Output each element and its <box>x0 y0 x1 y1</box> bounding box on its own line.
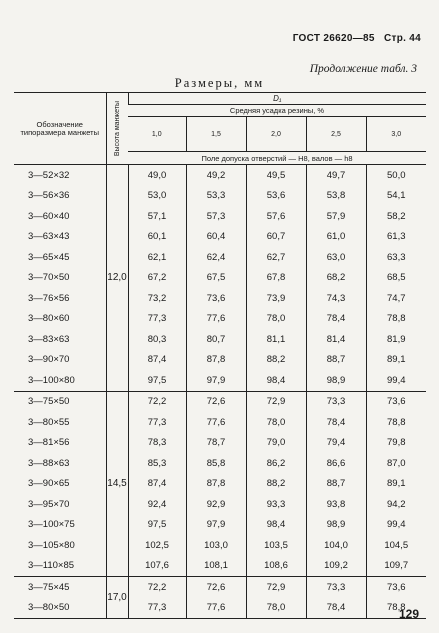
table-row <box>14 268 426 289</box>
value-cell: 78,4 <box>306 309 366 330</box>
value-cell: 92,4 <box>128 494 186 515</box>
designation-cell: 3—100×75 <box>28 519 75 531</box>
designation-cell: 3—56×36 <box>28 190 70 202</box>
value-cell: 72,9 <box>246 577 306 598</box>
value-cell: 97,9 <box>186 370 246 391</box>
value-cell: 77,6 <box>186 598 246 619</box>
value-cell: 62,4 <box>186 247 246 268</box>
percent-header: 2,0 <box>246 117 306 152</box>
value-cell: 78,0 <box>246 412 306 433</box>
value-cell: 68,2 <box>306 268 366 289</box>
value-cell: 73,6 <box>186 288 246 309</box>
value-cell: 72,6 <box>186 391 246 412</box>
designation-cell: 3—88×63 <box>28 457 70 469</box>
percent-header: 2,5 <box>306 117 366 152</box>
value-cell: 54,1 <box>366 186 426 207</box>
value-cell: 81,1 <box>246 329 306 350</box>
table-row <box>14 577 426 598</box>
value-cell: 78,4 <box>306 598 366 619</box>
designation-cell: 3—83×63 <box>28 333 70 345</box>
table-row <box>14 165 426 186</box>
tolerance-header: Поле допуска отверстий — H8, валов — h8 <box>128 152 426 165</box>
designation-cell: 3—75×50 <box>28 396 70 408</box>
table-row <box>14 227 426 248</box>
value-cell: 107,6 <box>128 556 186 577</box>
value-cell: 79,0 <box>246 433 306 454</box>
table-row <box>14 247 426 268</box>
value-cell: 87,8 <box>186 350 246 371</box>
value-cell: 78,0 <box>246 598 306 619</box>
value-cell: 67,2 <box>128 268 186 289</box>
value-cell: 78,8 <box>366 412 426 433</box>
height-header-label: Высота манжеты <box>113 100 121 157</box>
value-cell: 61,3 <box>366 227 426 248</box>
designation-cell: 3—75×45 <box>28 581 70 593</box>
value-cell: 94,2 <box>366 494 426 515</box>
value-cell: 74,7 <box>366 288 426 309</box>
value-cell: 98,9 <box>306 515 366 536</box>
table-row <box>14 515 426 536</box>
value-cell: 77,3 <box>128 309 186 330</box>
value-cell: 67,8 <box>246 268 306 289</box>
value-cell: 78,0 <box>246 309 306 330</box>
value-cell: 87,4 <box>128 474 186 495</box>
table-row <box>14 556 426 577</box>
designation-cell: 3—105×80 <box>28 539 75 551</box>
table-row <box>14 206 426 227</box>
designation-cell: 3—70×50 <box>28 272 70 284</box>
value-cell: 97,9 <box>186 515 246 536</box>
standard-number: ГОСТ 26620—85 <box>292 33 375 44</box>
value-cell: 88,7 <box>306 350 366 371</box>
height-cell: 17,0 <box>106 577 128 619</box>
value-cell: 85,3 <box>128 453 186 474</box>
designation-cell: 3—60×40 <box>28 210 70 222</box>
table-row <box>14 186 426 207</box>
value-cell: 93,3 <box>246 494 306 515</box>
table-body <box>14 165 426 619</box>
value-cell: 103,5 <box>246 535 306 556</box>
value-cell: 57,6 <box>246 206 306 227</box>
height-header <box>106 93 128 165</box>
value-cell: 72,2 <box>128 391 186 412</box>
table-row <box>14 474 426 495</box>
value-cell: 87,8 <box>186 474 246 495</box>
value-cell: 73,3 <box>306 391 366 412</box>
value-cell: 60,1 <box>128 227 186 248</box>
value-cell: 57,3 <box>186 206 246 227</box>
designation-cell: 3—95×70 <box>28 498 70 510</box>
value-cell: 77,6 <box>186 309 246 330</box>
value-cell: 78,8 <box>366 309 426 330</box>
value-cell: 87,0 <box>366 453 426 474</box>
table-row <box>14 391 426 412</box>
designation-cell: 3—63×43 <box>28 231 70 243</box>
table-continuation-note: Продолжение табл. 3 <box>309 63 417 75</box>
designation-cell: 3—80×50 <box>14 598 106 619</box>
percent-header: 3,0 <box>366 117 426 152</box>
designation-cell: 3—65×45 <box>28 251 70 263</box>
value-cell: 108,6 <box>246 556 306 577</box>
designation-cell: 3—110×85 <box>14 556 106 577</box>
percent-header: 1,5 <box>186 117 246 152</box>
value-cell: 60,4 <box>186 227 246 248</box>
page-number: 129 <box>398 607 419 621</box>
designation-cell: 3—81×56 <box>28 437 70 449</box>
table-row <box>14 535 426 556</box>
d1-header: D₁ <box>128 93 426 105</box>
value-cell: 109,7 <box>366 556 426 577</box>
value-cell: 86,6 <box>306 453 366 474</box>
table-row <box>14 494 426 515</box>
value-cell: 99,4 <box>366 370 426 391</box>
value-cell: 103,0 <box>186 535 246 556</box>
height-cell: 14,5 <box>106 391 128 577</box>
value-cell: 109,2 <box>306 556 366 577</box>
value-cell: 77,3 <box>128 412 186 433</box>
value-cell: 87,4 <box>128 350 186 371</box>
value-cell: 80,7 <box>186 329 246 350</box>
value-cell: 68,5 <box>366 268 426 289</box>
value-cell: 72,6 <box>186 577 246 598</box>
value-cell: 99,4 <box>366 515 426 536</box>
value-cell: 78,7 <box>186 433 246 454</box>
designation-header: Обозначение типоразмера манжеты <box>14 93 106 165</box>
value-cell: 53,3 <box>186 186 246 207</box>
value-cell: 78,4 <box>306 412 366 433</box>
value-cell: 108,1 <box>186 556 246 577</box>
height-cell: 12,0 <box>106 165 128 392</box>
value-cell: 81,9 <box>366 329 426 350</box>
designation-cell: 3—80×55 <box>28 416 70 428</box>
value-cell: 57,1 <box>128 206 186 227</box>
value-cell: 63,0 <box>306 247 366 268</box>
value-cell: 79,8 <box>366 433 426 454</box>
table-row <box>14 598 426 619</box>
value-cell: 104,5 <box>366 535 426 556</box>
value-cell: 58,2 <box>366 206 426 227</box>
value-cell: 63,3 <box>366 247 426 268</box>
designation-cell: 3—90×70 <box>28 354 70 366</box>
value-cell: 89,1 <box>366 474 426 495</box>
value-cell: 88,2 <box>246 350 306 371</box>
value-cell: 72,9 <box>246 391 306 412</box>
page-label: Стр. 44 <box>383 33 421 44</box>
table-row <box>14 433 426 454</box>
value-cell: 53,0 <box>128 186 186 207</box>
value-cell: 93,8 <box>306 494 366 515</box>
value-cell: 98,4 <box>246 370 306 391</box>
value-cell: 102,5 <box>128 535 186 556</box>
value-cell: 73,6 <box>366 391 426 412</box>
value-cell: 57,9 <box>306 206 366 227</box>
table-row <box>14 288 426 309</box>
value-cell: 81,4 <box>306 329 366 350</box>
value-cell: 80,3 <box>128 329 186 350</box>
value-cell: 74,3 <box>306 288 366 309</box>
value-cell: 85,8 <box>186 453 246 474</box>
designation-cell: 3—100×80 <box>14 370 106 391</box>
value-cell: 73,3 <box>306 577 366 598</box>
value-cell: 88,2 <box>246 474 306 495</box>
value-cell: 73,9 <box>246 288 306 309</box>
table-title: Размеры, мм <box>174 76 265 90</box>
designation-cell: 3—80×60 <box>28 313 70 325</box>
designation-cell: 3—90×65 <box>28 478 70 490</box>
value-cell: 49,7 <box>306 165 366 186</box>
value-cell: 53,8 <box>306 186 366 207</box>
value-cell: 97,5 <box>128 515 186 536</box>
value-cell: 92,9 <box>186 494 246 515</box>
value-cell: 49,0 <box>128 165 186 186</box>
value-cell: 49,2 <box>186 165 246 186</box>
value-cell: 53,6 <box>246 186 306 207</box>
value-cell: 73,6 <box>366 577 426 598</box>
value-cell: 86,2 <box>246 453 306 474</box>
value-cell: 78,8 <box>366 598 426 619</box>
value-cell: 62,7 <box>246 247 306 268</box>
value-cell: 79,4 <box>306 433 366 454</box>
value-cell: 104,0 <box>306 535 366 556</box>
value-cell: 97,5 <box>128 370 186 391</box>
value-cell: 67,5 <box>186 268 246 289</box>
value-cell: 72,2 <box>128 577 186 598</box>
value-cell: 60,7 <box>246 227 306 248</box>
table-row <box>14 309 426 330</box>
value-cell: 89,1 <box>366 350 426 371</box>
value-cell: 50,0 <box>366 165 426 186</box>
value-cell: 49,5 <box>246 165 306 186</box>
value-cell: 88,7 <box>306 474 366 495</box>
percent-header: 1,0 <box>128 117 186 152</box>
value-cell: 62,1 <box>128 247 186 268</box>
designation-cell: 3—52×32 <box>28 169 70 181</box>
value-cell: 98,4 <box>246 515 306 536</box>
page-header <box>293 33 421 44</box>
dimensions-table <box>14 92 426 619</box>
shrinkage-header: Средняя усадка резины, % <box>128 105 426 117</box>
value-cell: 78,3 <box>128 433 186 454</box>
designation-cell: 3—76×56 <box>28 292 70 304</box>
table-row <box>14 453 426 474</box>
table-row <box>14 350 426 371</box>
value-cell: 73,2 <box>128 288 186 309</box>
table-row <box>14 412 426 433</box>
value-cell: 77,3 <box>128 598 186 619</box>
value-cell: 61,0 <box>306 227 366 248</box>
value-cell: 77,6 <box>186 412 246 433</box>
table-row <box>14 329 426 350</box>
table-row <box>14 370 426 391</box>
value-cell: 98,9 <box>306 370 366 391</box>
